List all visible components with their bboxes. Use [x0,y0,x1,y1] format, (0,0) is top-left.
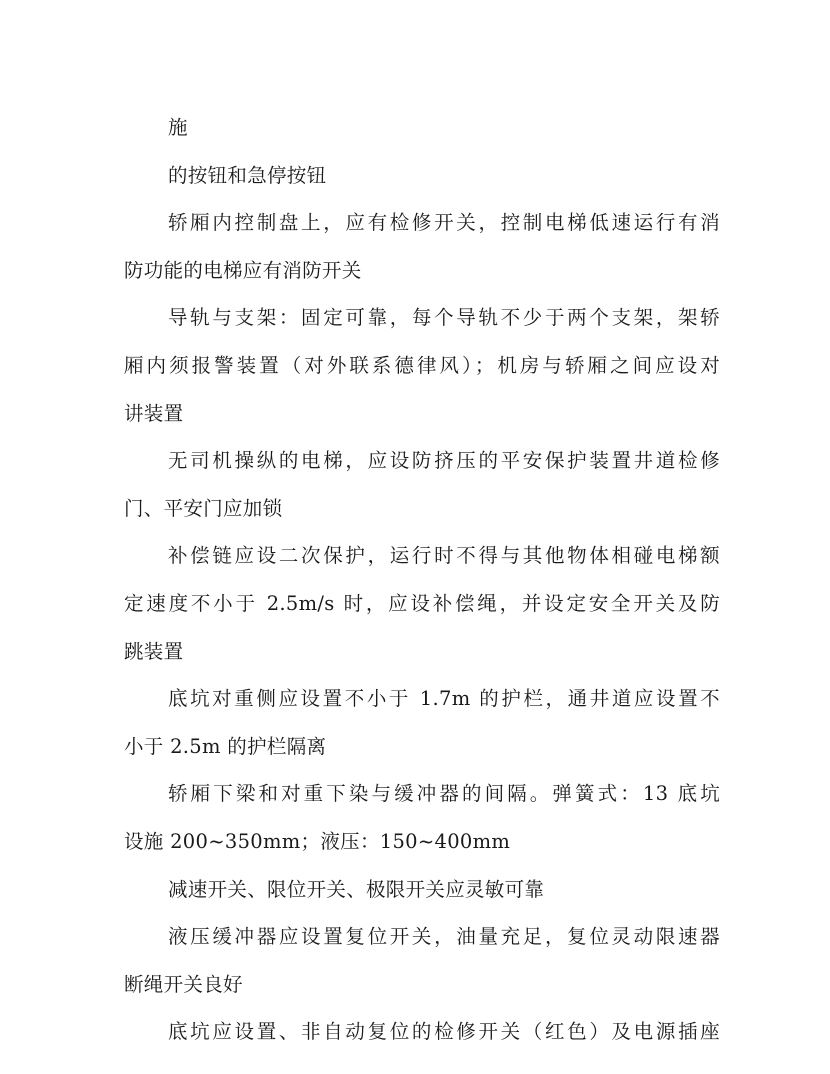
text-line: 轿厢下梁和对重下染与缓冲器的间隔。弹簧式：13 底坑 [168,782,720,806]
text-line: 施 [168,116,188,139]
text-line: 轿厢内控制盘上，应有检修开关，控制电梯低速运行有消 [168,211,720,235]
text-line: 断绳开关良好 [124,972,243,996]
text-line: 厢内须报警装置（对外联系德律风）；机房与轿厢之间应设对 [124,353,720,377]
text-line: 减速开关、限位开关、极限开关应灵敏可靠 [168,877,545,901]
text-line: 无司机操纵的电梯，应设防挤压的平安保护装置井道检修 [168,449,720,473]
text-line: 补偿链应设二次保护，运行时不得与其他物体相碰电梯额 [168,544,720,568]
text-line: 底坑应设置、非自动复位的检修开关（红色）及电源插座 [168,1020,720,1044]
text-line: 防功能的电梯应有消防开关 [124,258,362,282]
text-line: 设施 200~350mm；液压：150~400mm [124,829,511,853]
text-line: 小于 2.5m 的护栏隔离 [124,734,327,758]
text-line: 跳装置 [124,639,184,663]
text-line: 定速度不小于 2.5m/s 时，应设补偿绳，并设定安全开关及防 [124,591,720,615]
document-body [124,104,720,1056]
text-line: 的按钮和急停按钮 [168,163,327,187]
text-line: 导轨与支架：固定可靠，每个导轨不少于两个支架，架轿 [168,306,720,330]
text-line: 底坑对重侧应设置不小于 1.7m 的护栏，通井道应设置不 [168,687,720,711]
text-line: 液压缓冲器应设置复位开关，油量充足，复位灵动限速器 [168,925,720,949]
text-line: 门、平安门应加锁 [124,496,283,520]
text-line: 讲装置 [124,401,184,425]
